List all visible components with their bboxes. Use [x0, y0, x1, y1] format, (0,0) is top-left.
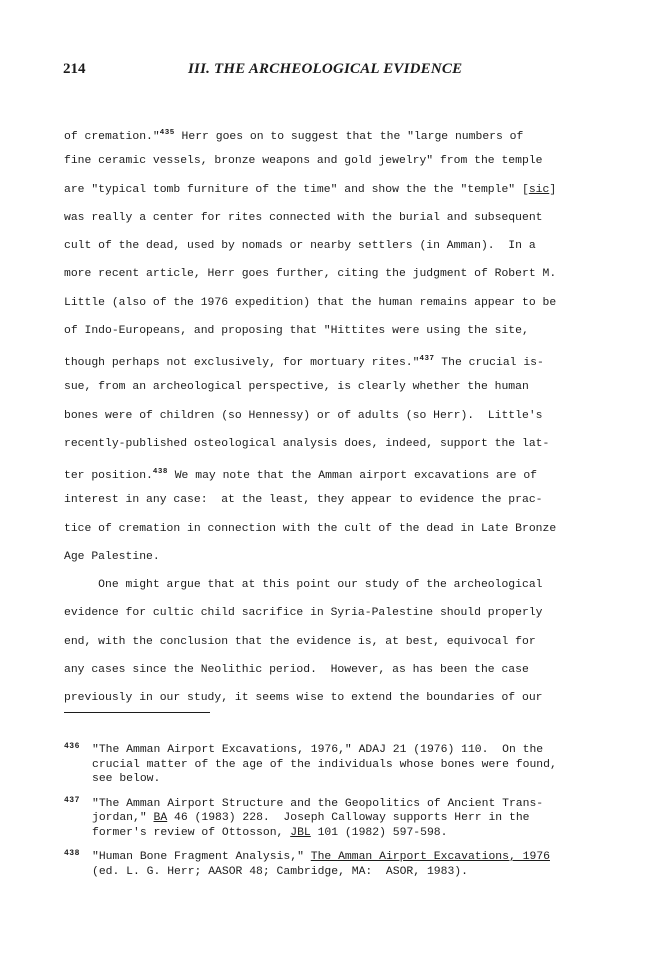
text-line: [92, 797, 584, 812]
text-run: of cremation.": [64, 131, 160, 143]
footnote-reference: 438: [152, 468, 168, 476]
text-line: [64, 571, 580, 599]
text-line: [64, 317, 580, 345]
text-line: [64, 430, 580, 458]
text-line: [64, 458, 580, 486]
text-run: recently-published osteological analysis does, indeed, support the lat-: [64, 437, 550, 450]
text-line: [64, 345, 580, 373]
text-run: see below.: [92, 773, 161, 785]
body-text: [64, 119, 580, 712]
text-line: [92, 865, 584, 880]
text-line: [64, 628, 580, 656]
text-run: One might argue that at this point our study of the archeological: [64, 579, 543, 591]
underlined-text: The Amman Airport Excavations, 1976: [310, 851, 550, 863]
text-line: [64, 147, 580, 175]
text-run: interest in any case: at the least, they appear to evidence the prac-: [64, 494, 543, 507]
text-run: jordan,": [92, 812, 154, 824]
text-line: [64, 599, 580, 627]
footnote-rule: [64, 712, 210, 713]
text-run: We may note that the Amman airport excavations are of: [167, 470, 538, 482]
text-line: [64, 684, 580, 712]
text-run: are "typical tomb furniture of the time" and show the the "temple" [: [64, 183, 529, 196]
text-run: evidence for cultic child sacrifice in Syria-Palestine should properly: [64, 607, 543, 620]
text-line: [64, 176, 580, 204]
text-line: [64, 486, 580, 514]
underlined-text: sic: [528, 183, 550, 196]
text-run: was really a center for rites connected with the burial and subsequent: [64, 211, 543, 224]
text-run: ]: [549, 183, 557, 196]
text-run: 101 (1982) 597-598.: [310, 826, 448, 839]
text-run: end, with the conclusion that the evidence is, at best, equivocal for: [64, 635, 536, 648]
footnote: [64, 743, 584, 787]
text-run: 46 (1983) 228. Joseph Calloway supports Herr in the: [167, 812, 530, 824]
text-run: former's review of Ottosson,: [92, 826, 291, 839]
text-line: [92, 743, 584, 758]
text-run: (ed. L. G. Herr; AASOR 48; Cambridge, MA: ASOR, 1983).: [92, 865, 468, 878]
text-line: [92, 811, 584, 826]
text-run: more recent article, Herr goes further, citing the judgment of Robert M.: [64, 268, 557, 281]
text-run: crucial matter of the age of the individuals whose bones were found,: [92, 758, 557, 771]
text-run: Age Palestine.: [64, 550, 160, 563]
text-run: tice of cremation in connection with the cult of the dead in Late Bronze: [64, 522, 557, 535]
text-run: "Human Bone Fragment Analysis,": [92, 851, 311, 863]
text-line: [64, 260, 580, 288]
footnote-reference: 437: [419, 355, 435, 363]
text-run: "The Amman Airport Excavations, 1976," ADAJ 21 (1976) 110. On the: [92, 744, 544, 756]
text-line: [92, 826, 584, 841]
running-head: III. THE ARCHEOLOGICAL EVIDENCE: [188, 61, 463, 77]
text-run: Little (also of the 1976 expedition) that the human remains appear to be: [64, 296, 557, 309]
text-run: any cases since the Neolithic period. However, as has been the case: [64, 663, 529, 676]
text-line: [92, 758, 584, 773]
footnote-number: 436: [64, 742, 80, 751]
text-line: [92, 850, 584, 865]
text-run: of Indo-Europeans, and proposing that "Hittites were using the site,: [64, 324, 529, 337]
text-line: [64, 289, 580, 317]
footnote-reference: 435: [159, 129, 175, 137]
text-run: previously in our study, it seems wise to extend the boundaries of our: [64, 692, 543, 704]
underlined-text: BA: [153, 812, 168, 824]
text-run: sue, from an archeological perspective, is clearly whether the human: [64, 381, 529, 394]
text-line: [92, 772, 584, 787]
text-line: [64, 515, 580, 543]
footnote: [64, 850, 584, 879]
text-line: [64, 656, 580, 684]
text-run: bones were of children (so Hennessy) or of adults (so Herr). Little's: [64, 409, 543, 422]
underlined-text: JBL: [290, 826, 311, 839]
footnote-number: 437: [64, 795, 80, 805]
text-run: cult of the dead, used by nomads or nearby settlers (in Amman). In a: [64, 240, 536, 252]
text-run: ter position.: [64, 470, 153, 482]
text-line: [64, 232, 580, 260]
text-line: [64, 373, 580, 401]
text-run: though perhaps not exclusively, for mortuary rites.": [64, 357, 420, 369]
text-run: fine ceramic vessels, bronze weapons and gold jewelry" from the temple: [64, 155, 543, 168]
text-run: "The Amman Airport Structure and the Geopolitics of Ancient Trans-: [92, 797, 544, 810]
text-line: [64, 543, 580, 571]
footnotes: [64, 743, 584, 889]
text-run: Herr goes on to suggest that the "large numbers of: [174, 131, 524, 143]
text-line: [64, 119, 580, 147]
footnote-number: 438: [64, 849, 80, 858]
page-number: 214: [63, 61, 86, 77]
footnote: [64, 797, 584, 841]
text-line: [64, 204, 580, 232]
text-run: The crucial is-: [434, 357, 544, 369]
text-line: [64, 402, 580, 430]
